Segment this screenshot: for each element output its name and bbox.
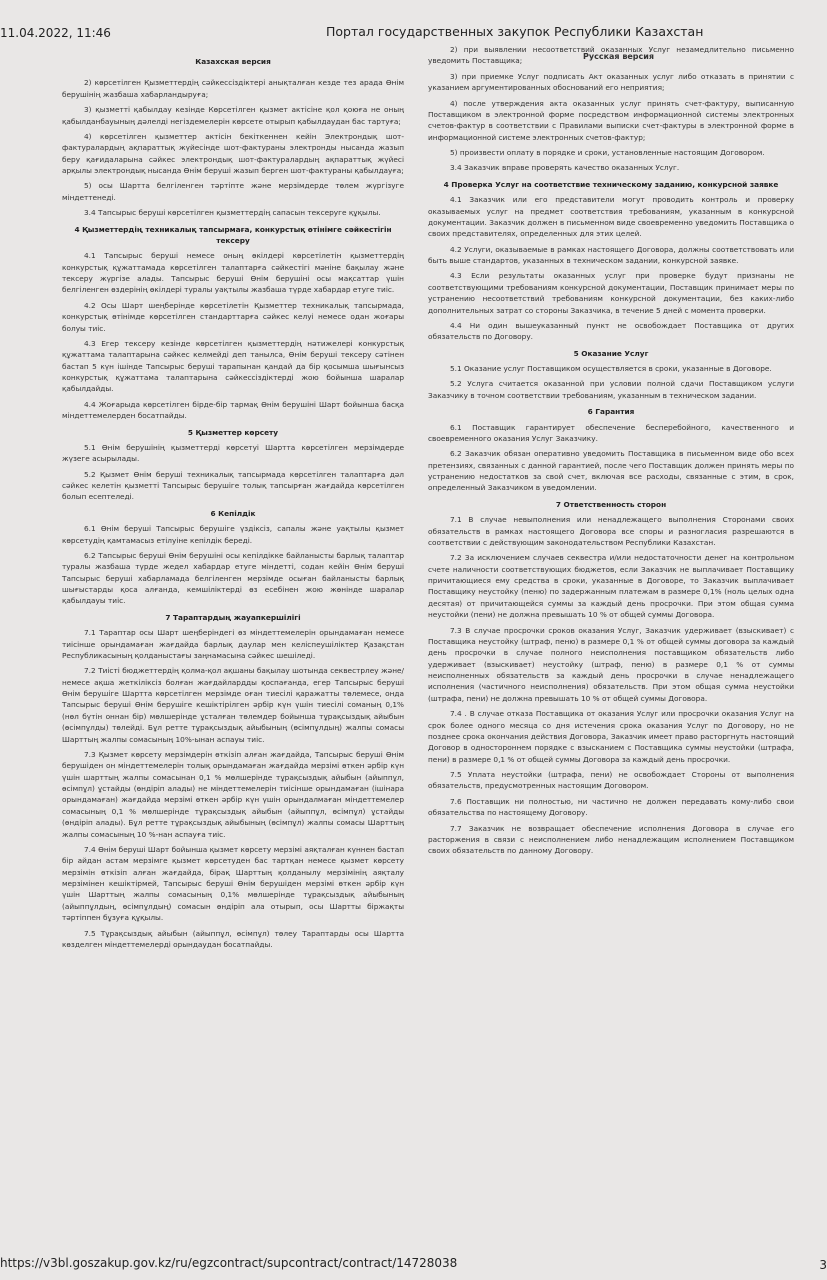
kz-clause-3-4: 3.4 Тапсырыс беруші көрсетілген қызметтердің сапасын тексеруге құқылы. — [84, 208, 381, 218]
ru-section-5-title: 5 Оказание Услуг — [573, 348, 649, 358]
ru-clause-6-1: 6.1 Поставщик гарантирует обеспечение бесперебойного, качественного и своевременного оказания Услуг Заказчику. — [428, 422, 794, 443]
kz-clause-6-1: 6.1 Өнім беруші Тапсырыс берушіге үздіксіз, сапалы және уақтылы қызмет көрсетудің қамтамасыз етілуіне кепілдік береді. — [62, 524, 404, 545]
kz-clause-6-2: 6.2 Тапсырыс беруші Өнім берушіні осы кепілдікке байланысты барлық талаптар туралы жазбаша түрде жедел хабардар етуге міндетті, содан кейін Өнім беруші Тапсырыс беруші хабарламада белгіленген мерзімде осыған байланысты барлық шығыстарды қоса алғанда, кемшіліктерді өз есебінен жою жөнінде шаралар қабылдауы тиіс. — [62, 550, 404, 606]
ru-clause-3-3-2: 2) при выявлении несоответствий оказанных Услуг незамедлительно письменно уведомить Поставщика; — [428, 45, 794, 66]
kz-clause-5-2: 5.2 Қызмет Өнім беруші техникалық тапсырмада көрсетілген талаптарға дәл сәйкес келетін қызметті Тапсырыс берушіге толық тапсырған жағдайда көрсетілген болып есептеледі. — [62, 469, 404, 502]
kz-clause-3-3-5: 5) осы Шартта белгіленген тәртіпте және мерзімдерде төлем жүргізуге міндеттенеді. — [62, 181, 404, 202]
kz-clause-4-1: 4.1 Тапсырыс беруші немесе оның өкілдері көрсетілетін қызметтердің конкурстық құжаттамада көрсетілген талаптарға сәйкестігі мәніне бақылау және тексеру жүргізе алады. Тапсырыс беруші Өнім берушіні осы мақсаттар үшін белгіленген өздерінің өкілдері туралы уақтылы жазбаша түрде хабардар етуге тиіс. — [62, 251, 404, 295]
ru-clause-4-2: 4.2 Услуги, оказываемые в рамках настоящего Договора, должны соответствовать или быть выше стандартов, указанных в техническом задании, конкурсной заявке. — [428, 244, 794, 265]
ru-clause-6-2: 6.2 Заказчик обязан оперативно уведомить Поставщика в письменном виде обо всех претензиях, связанных с данной гарантией, после чего Поставщик должен принять меры по устранению недостатков за свой счет, включая все расходы, связанные с этим, в срок, определенный Заказчиком в уведомлении. — [428, 449, 794, 493]
page-url[interactable]: https://v3bl.goszakup.gov.kz/ru/egzcontract/supcontract/contract/14728038 — [0, 1256, 458, 1270]
kz-clause-5-1: 5.1 Өнім берушінің қызметтерді көрсетуі Шартта көрсетілген мерзімдерде жүзеге асырылады. — [62, 442, 404, 464]
page-header-title: Портал государственных закупок Республики Казахстан — [326, 24, 704, 39]
kz-clause-7-1: 7.1 Тараптар осы Шарт шеңберіндегі өз міндеттемелерін орындамаған немесе тиісінше орындамаған жағдайда барлық даулар мен келіспеушіліктер Қазақстан Республикасының қолданыстағы заңнамасына сәйкес шешіледі. — [62, 628, 404, 660]
kz-clause-4-2: 4.2 Осы Шарт шеңберінде көрсетілетін Қызметтер техникалық тапсырмада, конкурстық өтінімде көрсетілген стандарттарға сәйкес келуі немесе одан жоғары болуы тиіс. — [62, 300, 404, 333]
ru-clause-3-3-4: 4) после утверждения акта оказанных услуг принять счет-фактуру, выписанную Поставщиком в электронной форме посредством информационной системы электронных счетов-фактур в соответствии с Правилами выписки счет-фактуры в электронной форме в информационной системе электронных счетов-фактур; — [428, 98, 794, 142]
ru-section-4-title: 4 Проверка Услуг на соответствие техническому заданию, конкурсной заявке — [443, 179, 779, 189]
ru-clause-3-3-3: 3) при приемке Услуг подписать Акт оказанных услуг либо отказать в принятии с указанием аргументированных обоснований его неприятия; — [428, 71, 794, 93]
ru-section-7-title: 7 Ответственность сторон — [555, 499, 667, 509]
ru-clause-5-2: 5.2 Услуга считается оказанной при условии полной сдачи Поставщиком услуги Заказчику в точном соответствии требованиям, указанным в техническом задании. — [428, 379, 794, 400]
kz-clause-3-3-2: 2) көрсетілген Қызметтердің сәйкессіздіктері анықталған кезде тез арада Өнім берушінің жазбаша хабарландыруға; — [62, 78, 404, 99]
ru-clause-4-4: 4.4 Ни один вышеуказанный пункт не освобождает Поставщика от других обязательств по Договору. — [428, 320, 794, 342]
print-datetime: 11.04.2022, 11:46 — [0, 26, 111, 40]
ru-clause-7-5: 7.5 Уплата неустойки (штрафа, пени) не освобождает Стороны от выполнения обязательств, предусмотренных настоящим Договором. — [428, 770, 794, 791]
russian-column — [428, 44, 794, 861]
kazakh-column — [62, 44, 404, 954]
kz-section-4-title: 4 Қызметтердің техникалық тапсырмаға, конкурстық өтінімге сәйкестігін тексеру — [74, 224, 392, 245]
ru-clause-4-3: 4.3 Если результаты оказанных услуг при проверке будут признаны не соответствующими требованиям конкурсной документации, Поставщик принимает меры по устранению несоответствий требованиям конкурсной документации, без каких-либо дополнительных затрат со стороны Заказчика, в течение 5 дней с момента проверки. — [428, 271, 794, 315]
ru-clause-7-6: 7.6 Поставщик ни полностью, ни частично не должен передавать кому-либо свои обязательства по настоящему Договору. — [428, 796, 794, 818]
ru-clause-7-3: 7.3 В случае просрочки сроков оказания Услуг, Заказчик удерживает (взыскивает) с Поставщика неустойку (штраф, пеню) в размере 0,1 % от общей суммы договора за каждый день просрочки в случае полного неисполнения поставщиком обязательств либо удерживает (взыскивает) неустойку (штраф, пеню) в размере 0,1 % от суммы неисполненных обязательств за каждый день просрочки в случае ненадлежащего исполнения (частичного неисполнения) обязательств. При этом общая сумма неустойки (штрафа, пени) не должна превышать 10 % от общей суммы Договора. — [428, 625, 794, 703]
ru-clause-7-4: 7.4 . В случае отказа Поставщика от оказания Услуг или просрочки оказания Услуг на срок более одного месяца со дня истечения срока оказания Услуг по Договору, но не позднее срока окончания действия Договора, Заказчик имеет право расторгнуть настоящий Договор в одностороннем порядке с взысканием с Поставщика суммы неустойки (штрафа, пени) в размере 0,1 % от общей суммы Договора за каждый день просрочки. — [428, 709, 794, 764]
kz-clause-7-3: 7.3 Қызмет көрсету мерзімдерін өткізіп алған жағдайда, Тапсырыс беруші Өнім берушіден он міндеттемелерін толық орындамаған жағдайда мерзімі өткен әрбір күн үшін шарттың жалпы сомасынан 0,1 % мөлшерінде тұрақсыздық айыбын (айыппұл, өсімпұл) ұстайды (өндіріп алады) не міндеттемелерін тиісінше орындамаған (ішінара орындамаған) жағдайда мерзімі өткен әрбір күн үшін орындалмаған міндеттемелер сомасының 0,1 % мөлшерінде тұрақсыздық айыбын (айыппұл, өсімпұл) ұстайды (өндіріп алады). Бұл ретте тұрақсыздық айыбының (өсімпұл) жалпы сомасы Шарттың жалпы сомасының 10 %-нан аспауға тиіс. — [62, 749, 404, 839]
ru-clause-3-4: 3.4 Заказчик вправе проверять качество оказанных Услуг. — [450, 163, 680, 173]
kz-clause-4-4: 4.4 Жоғарыда көрсетілген бірде-бір тармақ Өнім берушіні Шарт бойынша басқа міндеттемелерден босатпайды. — [62, 399, 404, 421]
kz-section-5-title: 5 Қызметтер көрсету — [187, 427, 279, 437]
ru-clause-4-1: 4.1 Заказчик или его представители могут проводить контроль и проверку оказываемых услуг на предмет соответствия требованиям, указанным в конкурсной документации. Заказчик должен в письменном виде своевременно уведомить Поставщика о своих представителях, определенных для этих целей. — [428, 195, 794, 239]
kz-section-6-title: 6 Кепілдік — [210, 508, 256, 518]
kz-clause-7-5: 7.5 Тұрақсыздық айыбын (айыппұл, өсімпұл) төлеу Тараптарды осы Шартта көзделген міндеттемелерді орындаудан босатпайды. — [62, 928, 404, 949]
ru-clause-7-7: 7.7 Заказчик не возвращает обеспечение исполнения Договора в случае его расторжения в связи с неисполнением либо ненадлежащим исполнением Поставщиком своих обязательств по данному Договору. — [428, 823, 794, 856]
kz-clause-7-2: 7.2 Тиісті бюджеттердің қолма-қол ақшаны бақылау шотында секвестрлеу және/немесе ақша жеткіліксіз болған жағдайлардды қоспағанда, егер Тапсырыс беруші Өнім берушіге Шартта көрсетілген мерзімде оған тиесілі қаражатты төлемесе, онда Тапсырыс беруші Өнім берушіге кешіктірілген әрбір күн үшін тиесілі соманың 0,1% (нөл бүтін оннан бір) мөлшерінде ұсталған төлемдер бойынша тұрақсыздық айыбын (өсімпұлды) төлейді. Бұл ретте тұрақсыздық айыбының (өсімпұлдың) жалпы сомасы Шарттың жалпы сомасының 10%-ынан аспауы тиіс. — [62, 666, 404, 744]
page-number: 3 — [819, 1258, 827, 1272]
ru-clause-7-2: 7.2 За исключением случаев секвестра и/или недостаточности денег на контрольном счете наличности соответствующих бюджетов, если Заказчик не выплачивает Поставщику причитающиеся ему средства в сроки, указанные в Договоре, то Заказчик выплачивает Поставщику неустойку (пеню) по задержанным платежам в размере 0,1% (ноль целых одна десятая) от причитающейся суммы за каждый день просрочки. При этом общая сумма неустойки (пени) не должна превышать 10 % от общей суммы Договора. — [428, 553, 794, 620]
russian-version-title: Русская версия — [583, 52, 655, 61]
ru-clause-3-3-5: 5) произвести оплату в порядке и сроки, установленные настоящим Договором. — [450, 148, 765, 157]
kz-clause-7-4: 7.4 Өнім беруші Шарт бойынша қызмет көрсету мерзімі аяқталған күннен бастап бір айдан астам мерзімге қызмет көрсетуден бас тартқан немесе қызмет көрсету мерзімін өткізіп алған жағдайда, бірақ Шарттың қолданылу мерзімінің аяқталу мерзімінен кешіктірмей, Тапсырыс беруші Өнім берушіден мерзімі өткен әрбір күн үшін Шарттың жалпы сомасының 0,1% мөлшерінде тұрақсыздық айыбының (айыппұлдың, өсімпұлдың) сомасын өндіріп ала отырып, осы Шартты біржақты тәртіппен бұзуға құқылы. — [62, 844, 404, 923]
kazakh-version-title: Казахская версия — [195, 57, 271, 66]
ru-clause-7-1: 7.1 В случае невыполнения или ненадлежащего выполнения Сторонами своих обязательств в рамках настоящего Договора все споры и разногласия разрешаются в соответствии с действующим законодательством Республики Казахстан. — [428, 515, 794, 547]
kz-section-7-title: 7 Тараптардың жауапкершілігі — [165, 612, 301, 622]
ru-section-6-title: 6 Гарантия — [587, 407, 635, 417]
kz-clause-3-3-3: 3) қызметті қабылдау кезінде Көрсетілген қызмет актісіне қол қоюға не оның қабылданбауының дәлелді негіздемелерін көрсете отырып қабылдаудан бас тартуға; — [62, 105, 404, 126]
ru-clause-5-1: 5.1 Оказание услуг Поставщиком осуществляется в сроки, указанные в Договоре. — [450, 364, 772, 373]
kz-clause-4-3: 4.3 Егер тексеру кезінде көрсетілген қызметтердің нәтижелері конкурстық құжаттама талаптарына сәйкес келмейді деп танылса, Өнім беруші тексеру сәтінен бастап 5 күн ішінде Тапсырыс беруші тарапынан қандай да бір қосымша шығынсыз конкурстық құжаттама талаптарына сәйкессіздіктерді жою бойынша шаралар қабылдайды. — [62, 338, 404, 394]
kz-clause-3-3-4: 4) көрсетілген қызметтер актісін бекіткеннен кейін Электрондық шот-фактуралардың ақпараттық жүйесінде шот-фактураны электронды нысанда жазып беру қағидаларына сәйкес электрондық шот-фактуралардың ақпараттық жүйесі арқылы электрондық нысанда Өнім беруші жазып берген шот-фактураны қабылдауға; — [62, 131, 404, 175]
